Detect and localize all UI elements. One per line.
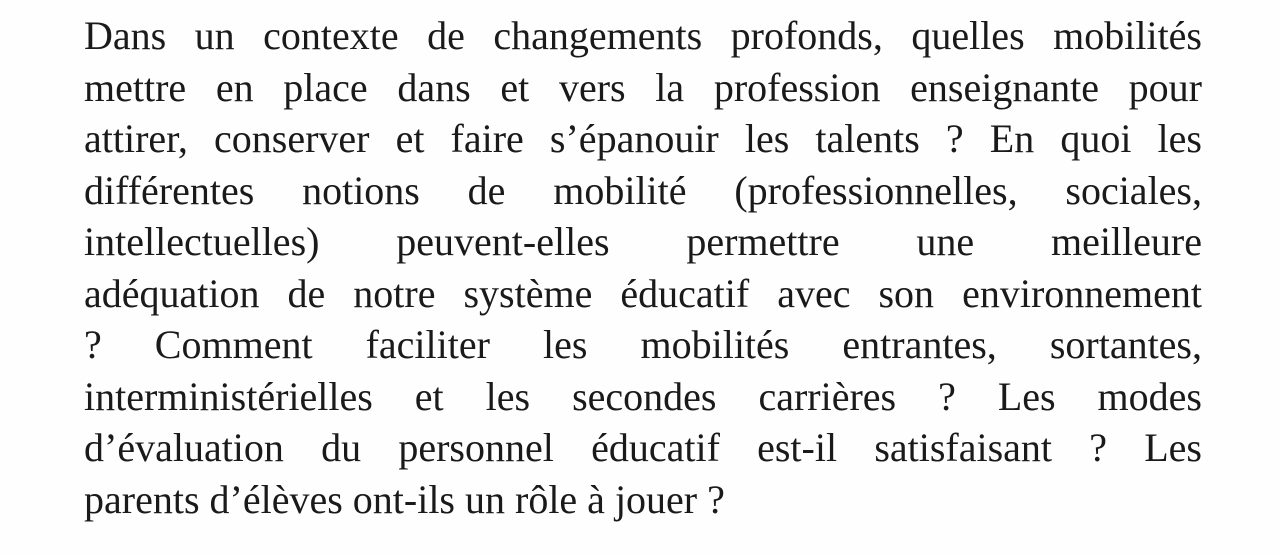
text-line: ? Comment faciliter les mobilités entrantes, sortantes, — [84, 322, 1202, 367]
text-line: mettre en place dans et vers la profession enseignante pour — [84, 64, 1202, 110]
text-line: Dans un contexte de changements profonds, quelles mobilités — [84, 13, 1202, 58]
text-line: attirer, conserver et faire s’épanouir les talents ? En quoi les — [84, 116, 1202, 161]
text-line: adéquation de notre système éducatif avec son environnement — [84, 270, 1202, 316]
text-line: différentes notions de mobilité (professionnelles, sociales, — [84, 167, 1202, 213]
text-line: interministérielles et les secondes carrières ? Les modes — [84, 373, 1202, 419]
text-line: d’évaluation du personnel éducatif est-il satisfaisant ? Les — [84, 425, 1202, 470]
paragraph — [84, 10, 1202, 525]
text-line: parents d’élèves ont-ils un rôle à jouer ? — [84, 476, 725, 522]
text-line: intellectuelles) peuvent-elles permettre une meilleure — [84, 219, 1202, 264]
